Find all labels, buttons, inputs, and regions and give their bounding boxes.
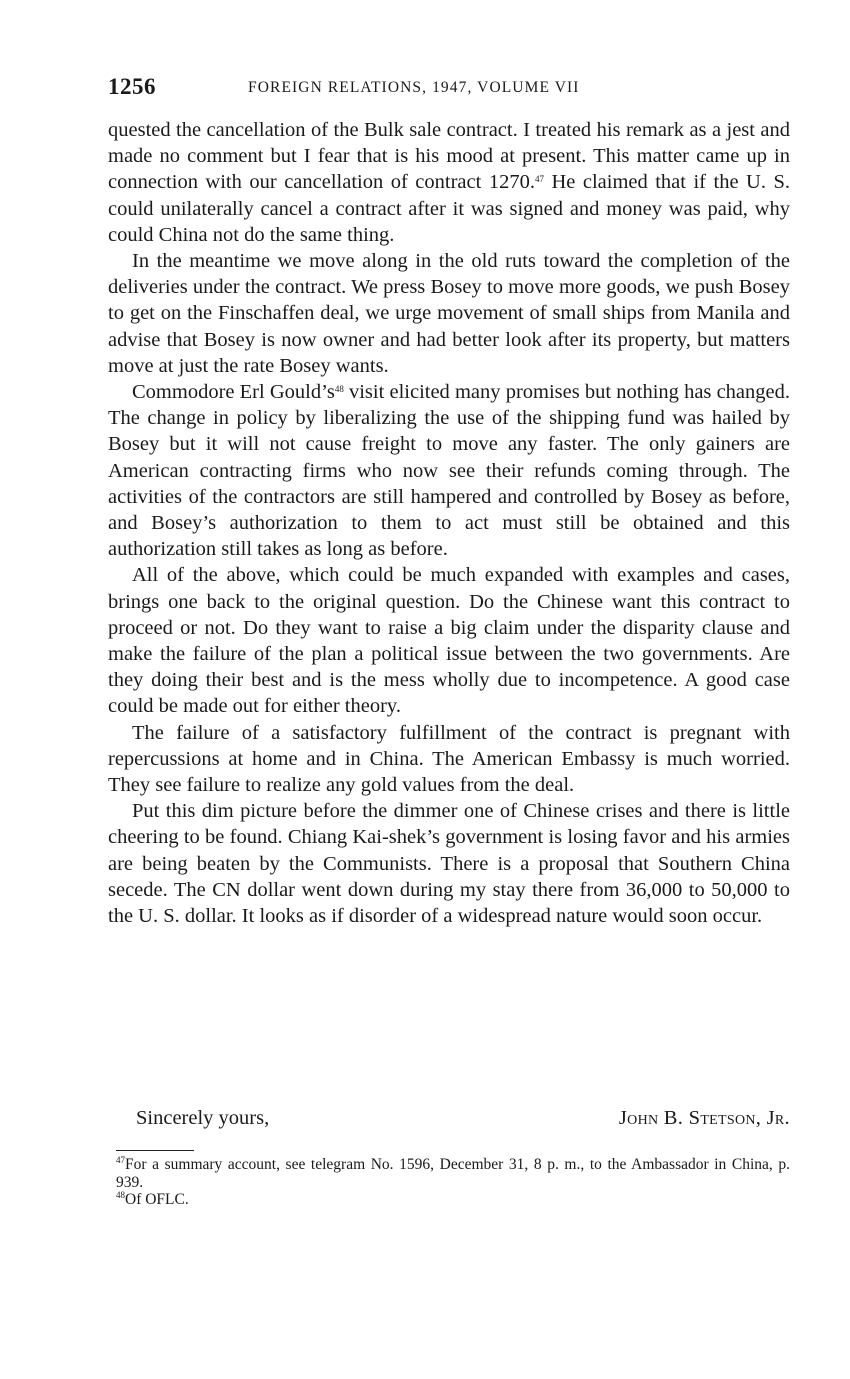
running-head: FOREIGN RELATIONS, 1947, VOLUME VII — [248, 79, 580, 96]
page-number: 1256 — [108, 74, 156, 99]
paragraph-1-text-a: quested the cancellation of the Bulk sale contract. I treated his remark as a jest and made no comment but I fear that is his mood at present. This matter came up in connection with our cancellation of contract 1270. — [108, 119, 790, 194]
footnote-47 — [116, 1156, 790, 1191]
footnote-ref-48[interactable]: 48 — [334, 384, 344, 395]
footnote-48 — [116, 1191, 790, 1209]
signature: John B. Stetson, Jr. — [618, 1107, 790, 1129]
paragraph-3-text-a: Commodore Erl Gould’s — [132, 381, 335, 404]
letter-closing — [108, 1107, 790, 1135]
paragraph-5: The failure of a satisfactory fulfillment of the contract is pregnant with repercussions at home and in China. The American Embassy is much worried. They see failure to realize any gold values from the deal. — [108, 721, 790, 797]
footnote-text: Of OFLC. — [125, 1191, 189, 1208]
footnotes — [116, 1156, 790, 1209]
footnote-mark: 48 — [116, 1190, 125, 1200]
footnote-ref-47[interactable]: 47 — [534, 174, 544, 185]
footnote-mark: 47 — [116, 1155, 125, 1165]
closing-salutation: Sincerely yours, — [136, 1107, 270, 1129]
paragraph-6: Put this dim picture before the dimmer one of Chinese crises and there is little cheering to be found. Chiang Kai-shek’s government is losing favor and his armies are being beaten by the Communists. There is a proposal that Southern China secede. The CN dollar went down during my stay there from 36,000 to 50,000 to the U. S. dollar. It looks as if disorder of a widespread nature would soon occur. — [108, 800, 790, 928]
paragraph-1-text-b: He claimed that if the U. S. could unilaterally cancel a contract after it was signed and money was paid, why could China not do the same thing. — [108, 171, 790, 246]
paragraph-3-text-b: visit elicited many promises but nothing has changed. The change in policy by liberalizing the use of the shipping fund was hailed by Bosey but it will not cause freight to move any faster. The only gainers are American contracting firms who now see their refunds coming through. The activities of the contractors are still hampered and controlled by Bosey as before, and Bosey’s authorization to them to act must still be obtained and this authorization still takes as long as before. — [108, 381, 790, 561]
letter-body — [108, 117, 790, 929]
footnote-text: For a summary account, see telegram No. 1596, December 31, 8 p. m., to the Ambassador in China, p. 939. — [116, 1156, 790, 1191]
paragraph-1 — [108, 117, 790, 248]
paragraph-4: All of the above, which could be much expanded with examples and cases, brings one back to the original question. Do the Chinese want this contract to proceed or not. Do they want to raise a big claim under the disparity clause and make the failure of the plan a political issue between the two governments. Are they doing their best and is the mess wholly due to incompetence. A good case could be made out for either theory. — [108, 564, 790, 718]
footnote-divider — [116, 1150, 194, 1151]
paragraph-2: In the meantime we move along in the old ruts toward the completion of the deliveries under the contract. We press Bosey to move more goods, we push Bosey to get on the Finschaffen deal, we urge movement of small ships from Manila and advise that Bosey is now owner and had better look after its property, but matters move at just the rate Bosey wants. — [108, 250, 790, 377]
page-header — [108, 74, 790, 104]
paragraph-3 — [108, 379, 790, 562]
